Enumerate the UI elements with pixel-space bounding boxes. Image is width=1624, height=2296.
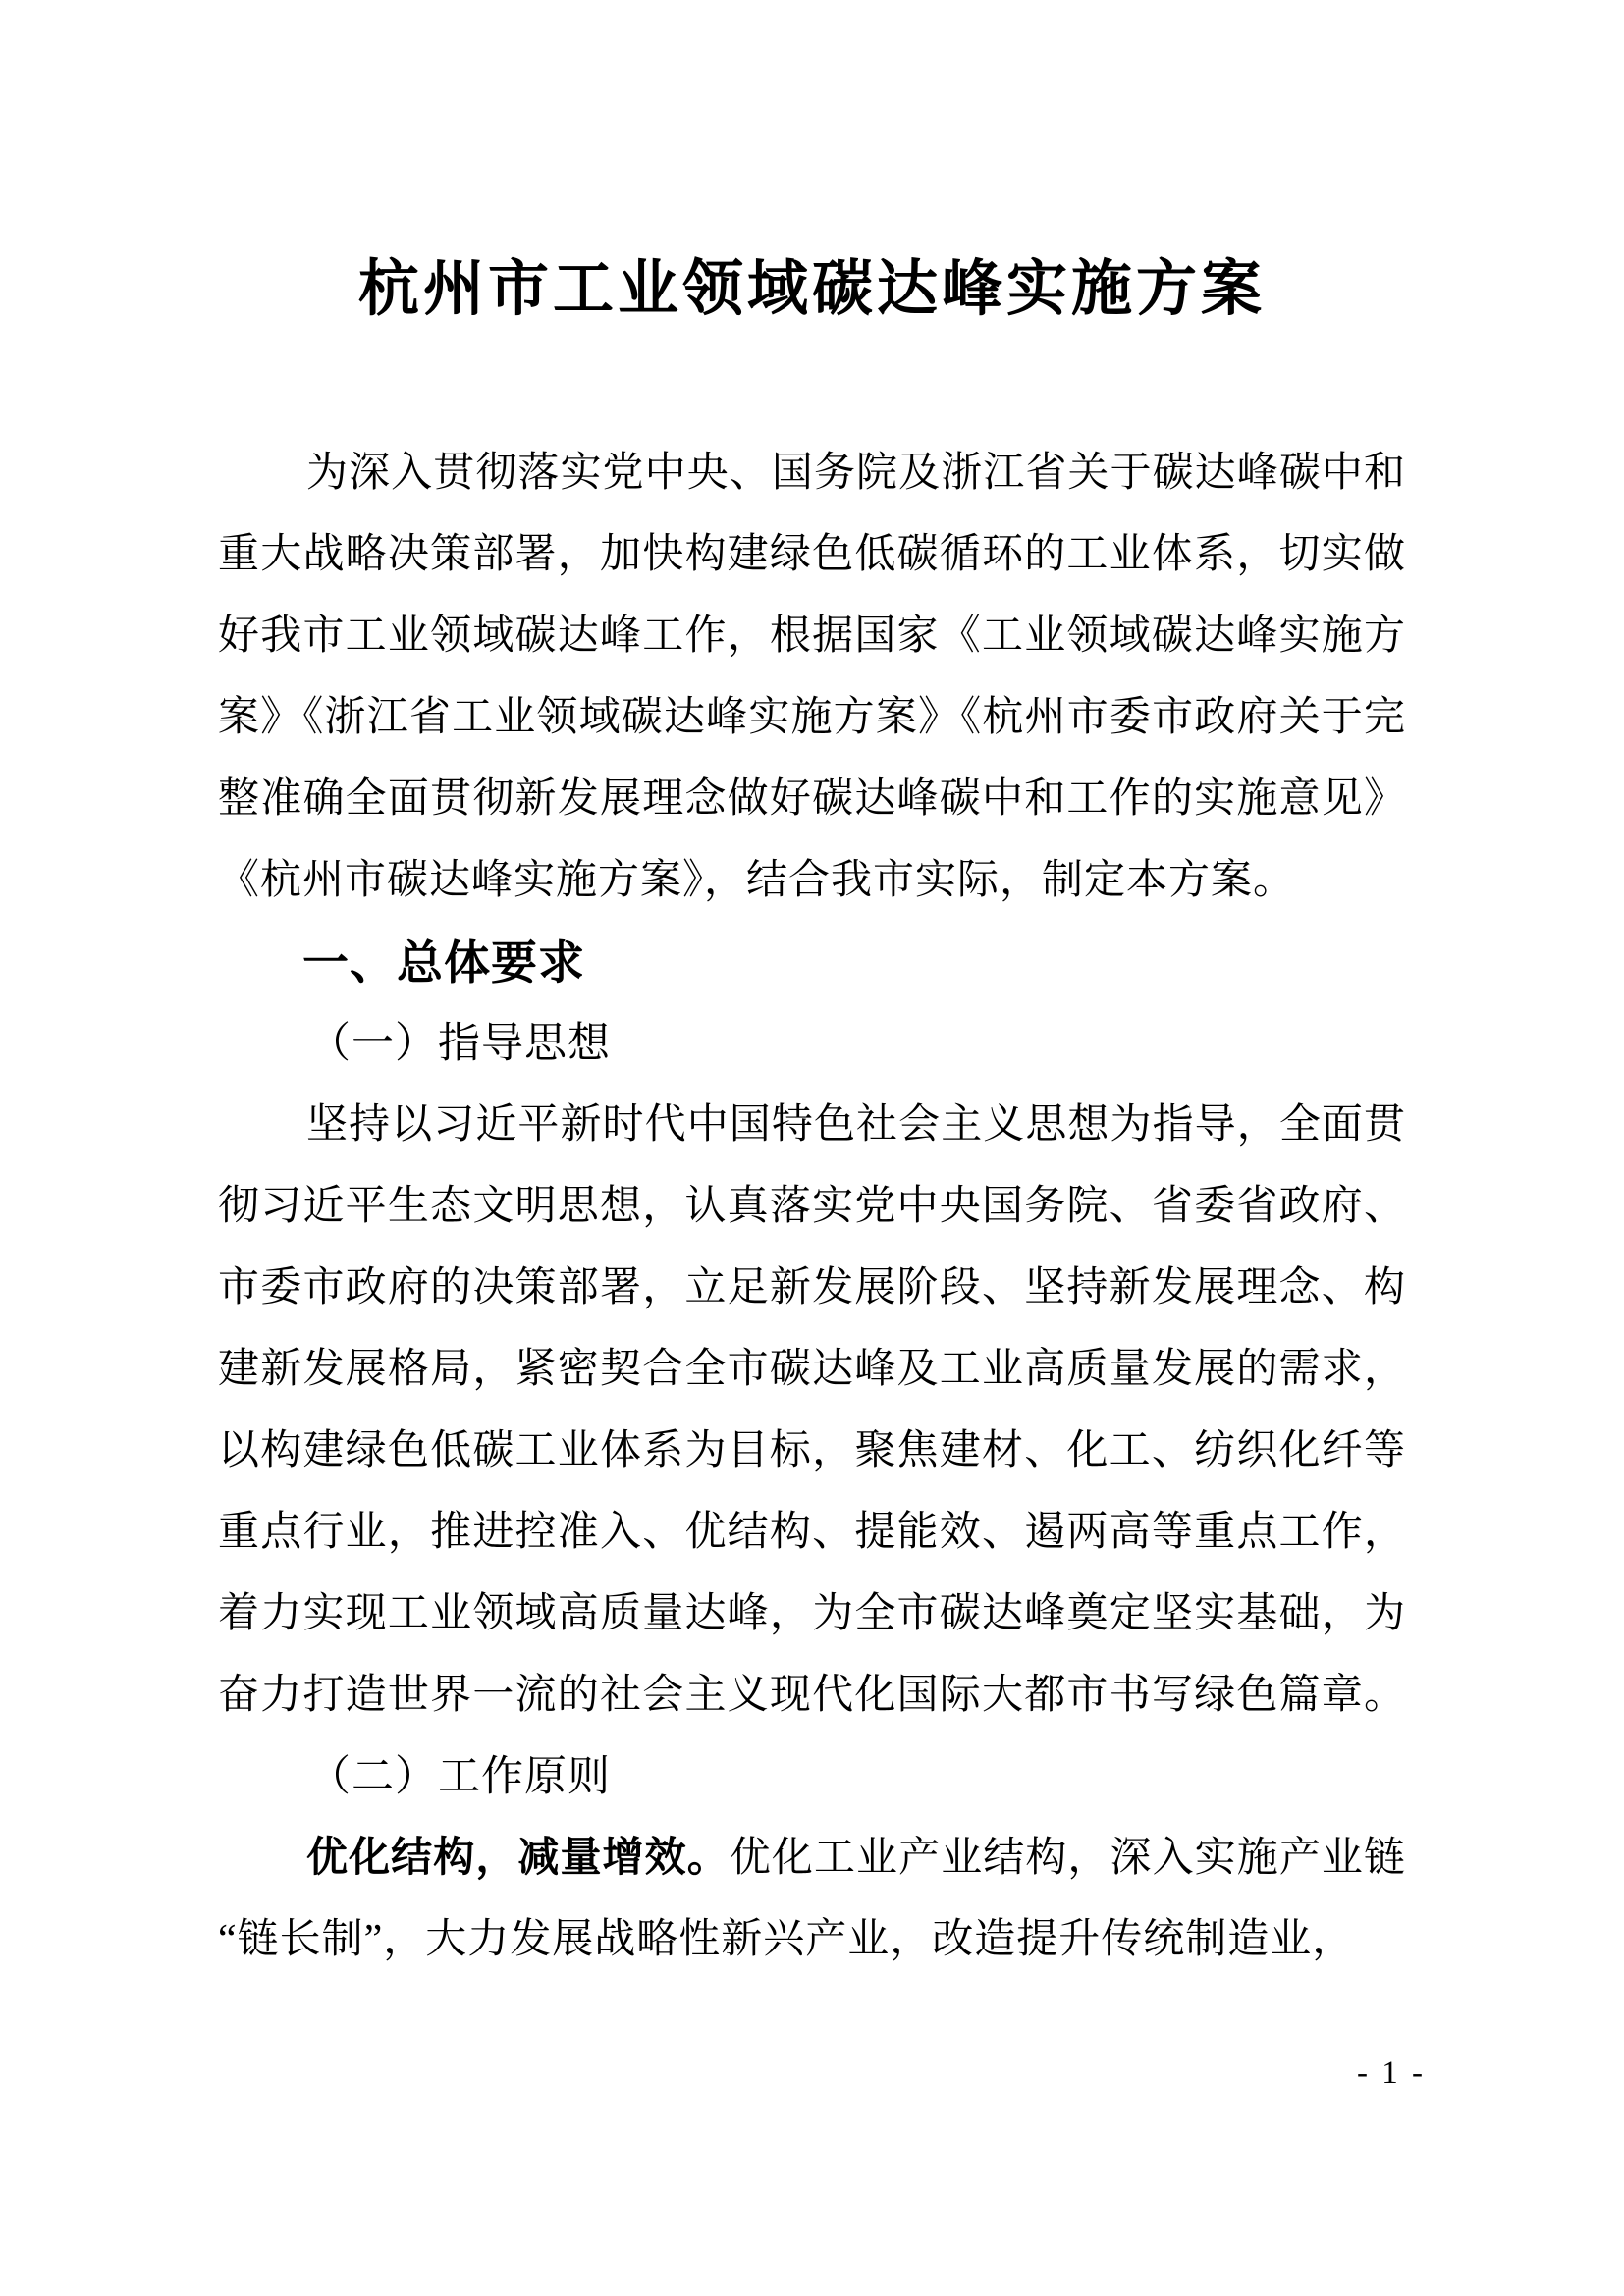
paragraph-3-line-2: “链长制”，大力发展战略性新兴产业，改造提升传统制造业， bbox=[218, 1917, 1355, 1962]
paragraph-1-line-2: 重大战略决策部署，加快构建绿色低碳循环的工业体系，切实做 bbox=[218, 532, 1406, 577]
paragraph-3-bold-lead: 优化结构，减量增效。 bbox=[306, 1836, 730, 1881]
paragraph-3-line-1-rest: 优化工业产业结构，深入实施产业链 bbox=[729, 1836, 1406, 1881]
document-title: 杭州市工业领域碳达峰实施方案 bbox=[357, 256, 1266, 323]
paragraph-2-line-2: 彻习近平生态文明思想，认真落实党中央国务院、省委省政府、 bbox=[218, 1184, 1406, 1229]
paragraph-3-line-1 bbox=[218, 1818, 1406, 1899]
paragraph-2-line-3: 市委市政府的决策部署，立足新发展阶段、坚持新发展理念、构 bbox=[218, 1265, 1406, 1310]
page-number: - 1 - bbox=[1357, 2056, 1426, 2091]
paragraph-1-line-5: 整准确全面贯彻新发展理念做好碳达峰碳中和工作的实施意见》 bbox=[218, 776, 1406, 822]
paragraph-2-line-8: 奋力打造世界一流的社会主义现代化国际大都市书写绿色篇章。 bbox=[218, 1673, 1406, 1718]
paragraph-2-line-4: 建新发展格局，紧密契合全市碳达峰及工业高质量发展的需求， bbox=[218, 1347, 1406, 1392]
document-body bbox=[218, 433, 1406, 1981]
paragraph-2-line-6: 重点行业，推进控准入、优结构、提能效、遏两高等重点工作， bbox=[218, 1510, 1406, 1555]
paragraph-2-line-7: 着力实现工业领域高质量达峰，为全市碳达峰奠定坚实基础，为 bbox=[218, 1591, 1406, 1636]
paragraph-1-line-1: 为深入贯彻落实党中央、国务院及浙江省关于碳达峰碳中和 bbox=[306, 451, 1406, 496]
sub-heading-1: （一）指导思想 bbox=[308, 1021, 611, 1067]
section-heading-1: 一、总体要求 bbox=[302, 936, 585, 988]
paragraph-1-line-4: 案》《浙江省工业领域碳达峰实施方案》《杭州市委市政府关于完 bbox=[218, 695, 1406, 740]
sub-heading-2: （二）工作原则 bbox=[308, 1754, 611, 1800]
paragraph-1-line-3: 好我市工业领域碳达峰工作，根据国家《工业领域碳达峰实施方 bbox=[218, 614, 1406, 659]
paragraph-2-line-5: 以构建绿色低碳工业体系为目标，聚焦建材、化工、纺织化纤等 bbox=[218, 1428, 1406, 1473]
paragraph-1-line-6: 《杭州市碳达峰实施方案》，结合我市实际，制定本方案。 bbox=[218, 858, 1296, 903]
paragraph-2-line-1: 坚持以习近平新时代中国特色社会主义思想为指导，全面贯 bbox=[306, 1102, 1406, 1148]
